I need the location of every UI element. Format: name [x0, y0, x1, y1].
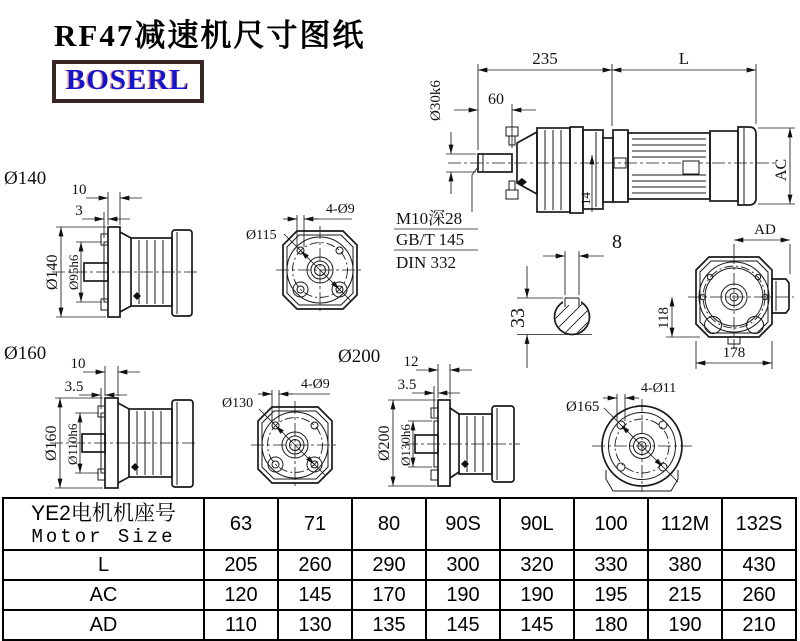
dim-14-label: 14 [578, 192, 593, 205]
cell: 195 [574, 580, 648, 610]
rear-width-label: 178 [722, 345, 746, 361]
flange160-group-label: Ø160 [4, 343, 47, 364]
cell: 130 [278, 610, 352, 640]
cell: 120 [204, 580, 278, 610]
key-width-label: 8 [612, 231, 622, 253]
cell: 260 [278, 550, 352, 580]
cell: 300 [426, 550, 500, 580]
flange140-plate-dim: 10 [71, 182, 87, 198]
hatching [538, 278, 610, 334]
flange160-side-view [4, 343, 198, 488]
table-row-L [3, 550, 796, 580]
cell: 290 [352, 550, 426, 580]
col-header: 132S [722, 498, 796, 550]
flange200-holes: 4-Ø11 [641, 381, 677, 396]
flange140-spigot-dim: Ø95h6 [66, 254, 81, 290]
dim-AD-label: AD [754, 222, 776, 238]
flange200-front-view [566, 381, 692, 492]
col-header: 112M [648, 498, 722, 550]
flange140-step-dim: 3 [75, 203, 83, 219]
col-header: 71 [278, 498, 352, 550]
flange140-side-view [4, 168, 198, 317]
flange160-outer-dim: Ø160 [43, 425, 60, 461]
cell: 190 [500, 580, 574, 610]
cell: 110 [204, 610, 278, 640]
row-label: AC [3, 580, 204, 610]
flange160-plate-dim: 10 [70, 356, 86, 372]
flange160-front-view [222, 377, 339, 489]
cell: 145 [426, 610, 500, 640]
table-row-AD [3, 610, 796, 640]
cell: 260 [722, 580, 796, 610]
cell: 145 [278, 580, 352, 610]
col-header: 63 [204, 498, 278, 550]
flange200-bolt-circle: Ø165 [566, 399, 600, 415]
col-header: 80 [352, 498, 426, 550]
dimension-table [2, 497, 797, 641]
cell: 135 [352, 610, 426, 640]
row-label: L [3, 550, 204, 580]
dim-L-label: L [678, 49, 690, 68]
flange200-spigot-dim: Ø130h6 [398, 424, 413, 466]
cell: 215 [648, 580, 722, 610]
cell: 210 [722, 610, 796, 640]
table-header-row [3, 498, 796, 550]
dim-60-label: 60 [488, 91, 504, 108]
flange200-plate-dim: 12 [403, 354, 419, 370]
flange140-front-view [246, 202, 364, 314]
flange200-outer-dim: Ø200 [376, 425, 393, 461]
boserl-logo-text: BOSERL [66, 64, 190, 96]
cell: 205 [204, 550, 278, 580]
rear-view [656, 251, 794, 369]
motor-size-header [3, 498, 204, 550]
col-header: 90L [500, 498, 574, 550]
motor-size-header-en: Motor Size [31, 525, 176, 548]
flange200-group-label: Ø200 [338, 346, 381, 367]
page-title: RF47减速机尺寸图纸 [54, 18, 366, 53]
motor-size-header-cn: YE2电机机座号 [31, 501, 176, 525]
cell: 180 [574, 610, 648, 640]
flange160-spigot-dim: Ø110h6 [65, 423, 80, 465]
flange160-holes: 4-Ø9 [301, 377, 330, 392]
flange140-outer-dim: Ø140 [44, 254, 61, 290]
thread-note-line1: M10深28 [396, 209, 463, 228]
flange140-holes: 4-Ø9 [326, 202, 355, 217]
cell: 170 [352, 580, 426, 610]
cell: 380 [648, 550, 722, 580]
col-header: 100 [574, 498, 648, 550]
col-header: 90S [426, 498, 500, 550]
cell: 190 [426, 580, 500, 610]
flange140-bolt-circle: Ø115 [246, 228, 277, 243]
cell: 430 [722, 550, 796, 580]
flange200-side-view [338, 346, 520, 486]
dim-AC-label: AC [773, 158, 790, 181]
thread-note-line2: GB/T 145 [396, 230, 465, 249]
shaft-dia-label: Ø30k6 [428, 80, 444, 121]
row-label: AD [3, 610, 204, 640]
cell: 145 [500, 610, 574, 640]
flange140-group-label: Ø140 [4, 168, 47, 189]
thread-note-line3: DIN 332 [396, 253, 456, 272]
cell: 190 [648, 610, 722, 640]
flange160-step-dim: 3.5 [64, 379, 84, 395]
dim-235-label: 235 [532, 49, 558, 68]
flange200-step-dim: 3.5 [397, 377, 417, 393]
cell: 330 [574, 550, 648, 580]
flange160-bolt-circle: Ø130 [222, 396, 254, 411]
shaft-key-section [507, 231, 622, 368]
shaft-thread-note [394, 209, 478, 272]
table-row-AC [3, 580, 796, 610]
rear-height-label: 118 [656, 307, 672, 329]
cell: 320 [500, 550, 574, 580]
key-height-label: 33 [507, 308, 529, 328]
